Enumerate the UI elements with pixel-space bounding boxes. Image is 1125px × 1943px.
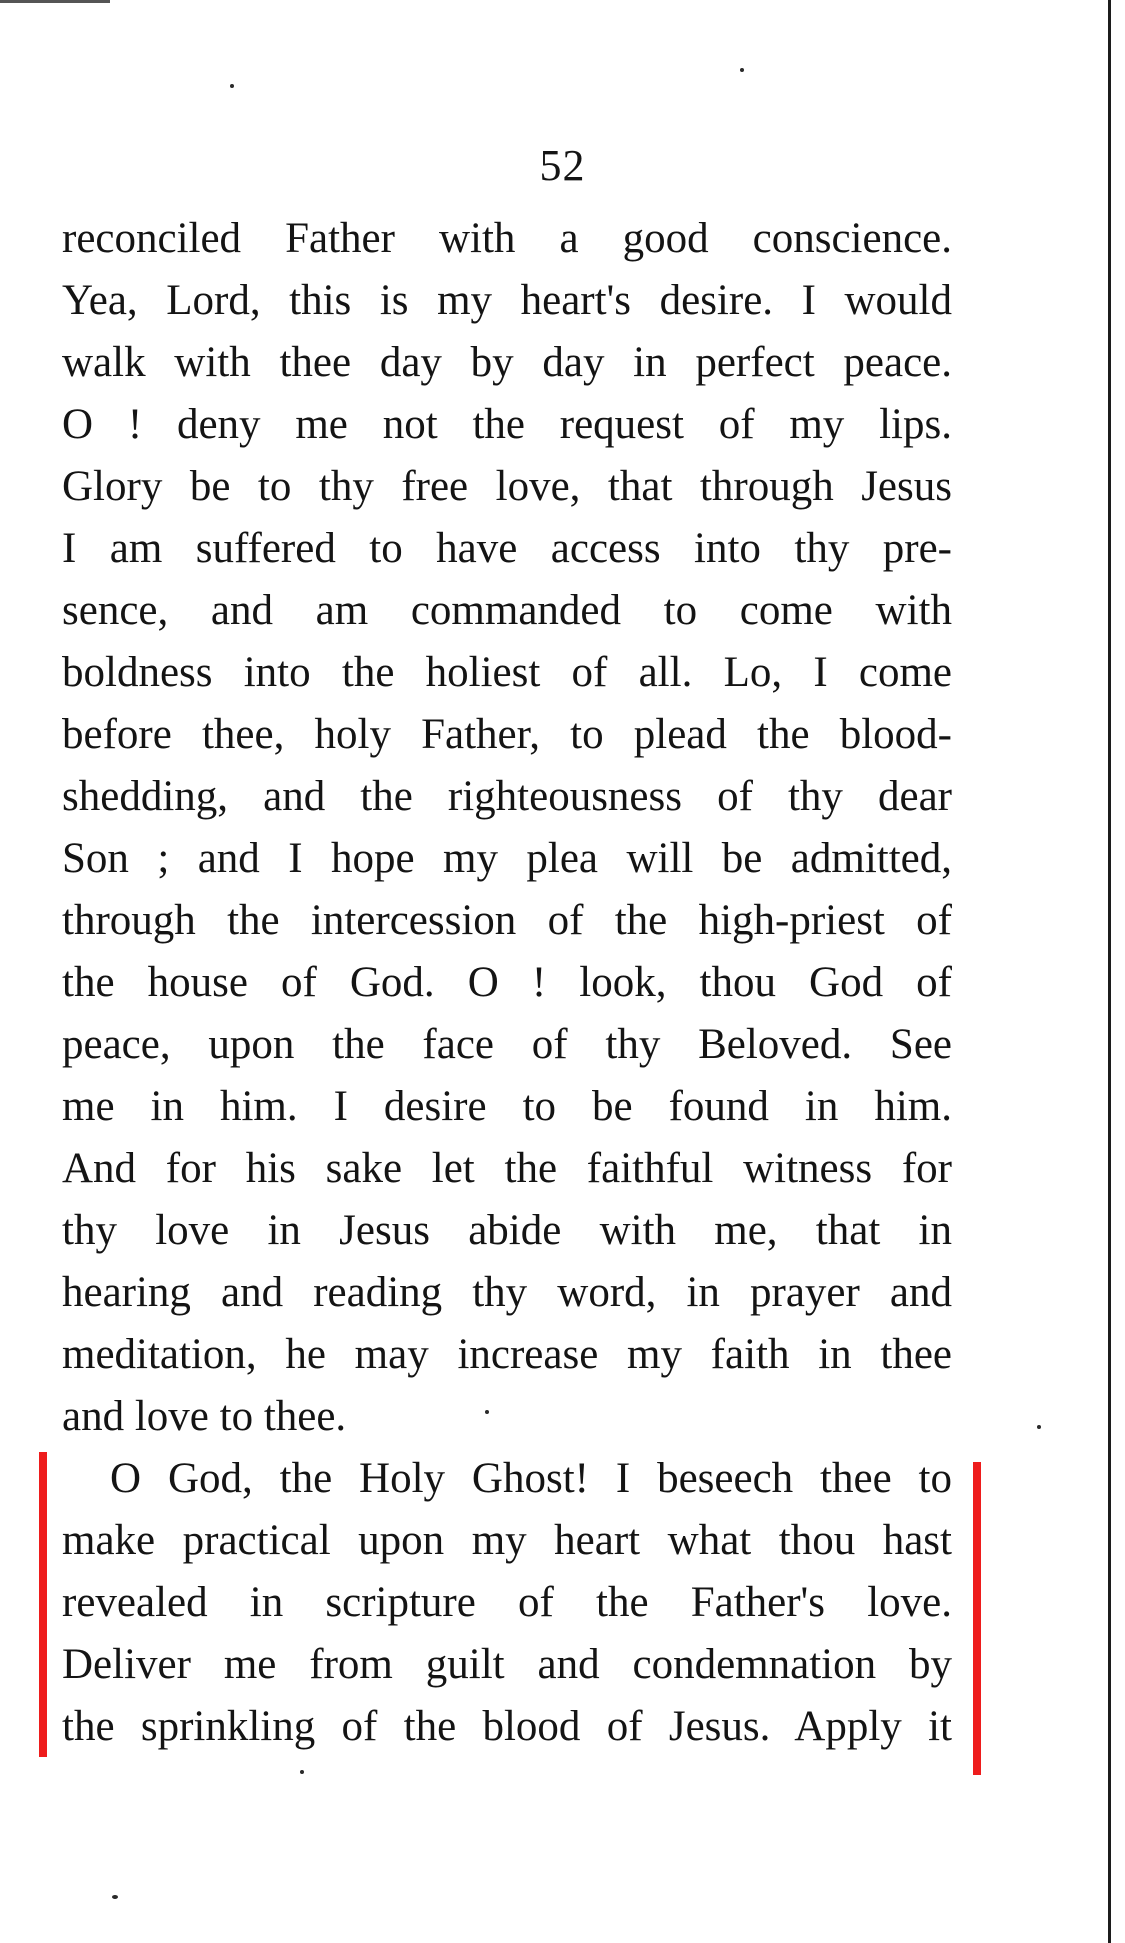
- text-line: before thee, holy Father, to plead the blood-: [62, 711, 952, 758]
- scan-speck: [112, 1895, 118, 1899]
- text-line: walk with thee day by day in perfect peace.: [62, 339, 952, 386]
- scan-speck: [300, 1770, 304, 1774]
- text-line: Son ; and I hope my plea will be admitted,: [62, 835, 952, 882]
- highlight-bar-left: [39, 1452, 47, 1757]
- text-line: Deliver me from guilt and condemnation by: [62, 1641, 952, 1688]
- scan-speck: [230, 84, 234, 88]
- text-line: And for his sake let the faithful witness for: [62, 1145, 952, 1192]
- text-line: hearing and reading thy word, in prayer and: [62, 1269, 952, 1316]
- text-line: the house of God. O ! look, thou God of: [62, 959, 952, 1006]
- text-line: reconciled Father with a good conscience.: [62, 215, 952, 262]
- text-line: through the intercession of the high-priest of: [62, 897, 952, 944]
- text-line: peace, upon the face of thy Beloved. See: [62, 1021, 952, 1068]
- text-line: me in him. I desire to be found in him.: [62, 1083, 952, 1130]
- paragraph-2: [62, 1448, 952, 1758]
- text-line: O ! deny me not the request of my lips.: [62, 401, 952, 448]
- text-line: O God, the Holy Ghost! I beseech thee to: [110, 1455, 952, 1502]
- page-number: 52: [539, 141, 586, 190]
- text-line: sence, and am commanded to come with: [62, 587, 952, 634]
- text-line: shedding, and the righteousness of thy dear: [62, 773, 952, 820]
- text-line: make practical upon my heart what thou hast: [62, 1517, 952, 1564]
- scan-edge-right: [1108, 0, 1111, 1943]
- scan-speck: [740, 68, 744, 72]
- paragraph-1: [62, 208, 952, 1448]
- text-line: revealed in scripture of the Father's love.: [62, 1579, 952, 1626]
- text-line: Glory be to thy free love, that through Jesus: [62, 463, 952, 510]
- scan-speck: [1037, 1425, 1041, 1429]
- text-line: thy love in Jesus abide with me, that in: [62, 1207, 952, 1254]
- scan-speck: [485, 1410, 489, 1414]
- text-line: meditation, he may increase my faith in thee: [62, 1331, 952, 1378]
- text-line: Yea, Lord, this is my heart's desire. I would: [62, 277, 952, 324]
- text-line: boldness into the holiest of all. Lo, I come: [62, 649, 952, 696]
- text-line: I am suffered to have access into thy pre-: [62, 525, 952, 572]
- text-line: the sprinkling of the blood of Jesus. Apply it: [62, 1703, 952, 1750]
- highlight-bar-right: [973, 1462, 981, 1775]
- text-line: and love to thee.: [62, 1393, 347, 1440]
- scan-edge-top: [0, 0, 110, 3]
